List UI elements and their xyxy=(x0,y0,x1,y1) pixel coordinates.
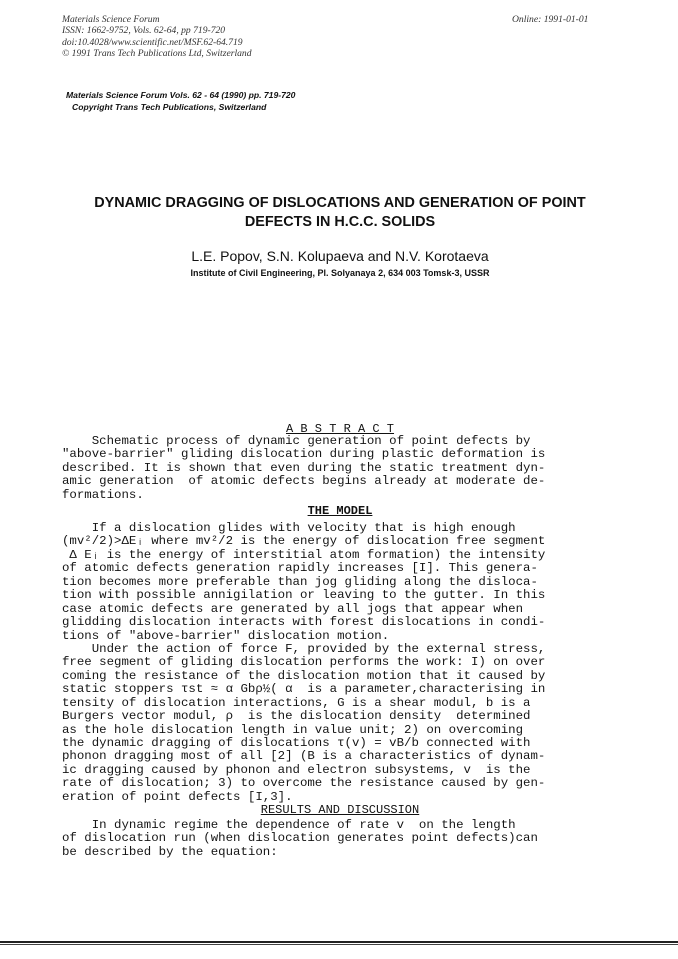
author-affiliation: Institute of Civil Engineering, Pl. Solyanaya 2, 634 003 Tomsk-3, USSR xyxy=(190,268,490,278)
title-line-1: DYNAMIC DRAGGING OF DISLOCATIONS AND GENERATION OF POINT xyxy=(94,195,586,211)
model-line: If a dislocation glides with velocity that is high enough xyxy=(62,521,516,535)
model-line: Δ Eᵢ is the energy of interstitial atom formation) the intensity xyxy=(62,547,546,562)
model-line: of atomic defects generation rapidly increases [I]. This genera- xyxy=(62,561,538,576)
results-heading: RESULTS AND DISCUSSION xyxy=(260,803,420,817)
abstract-line: Schematic process of dynamic generation of point defects by xyxy=(62,434,531,448)
model-line: free segment of gliding dislocation performs the work: I) on over xyxy=(62,655,546,670)
results-line: be described by the equation: xyxy=(62,844,278,859)
model-line: Under the action of force F, provided by the external stress, xyxy=(62,641,546,656)
model-line: (mv²/2)>ΔEᵢ where mv²/2 is the energy of dislocation free segment xyxy=(62,534,546,549)
model-line: as the hole dislocation length in value unit; 2) on overcoming xyxy=(62,722,524,737)
model-line: the dynamic dragging of dislocations τ(v) = vB/b connected with xyxy=(62,736,531,750)
results-line: In dynamic regime the dependence of rate v on the length xyxy=(62,818,516,832)
model-line: tion with possible annigilation or leaving to the gutter. In this xyxy=(62,588,546,603)
model-line: tensity of dislocation interactions, G is a shear modul, b is a xyxy=(62,695,531,710)
model-line: Burgers vector modul, ρ is the dislocation density determined xyxy=(62,709,531,724)
paper-title xyxy=(30,194,650,231)
abstract-line: "above-barrier" gliding dislocation during plastic deformation is xyxy=(62,447,546,462)
model-line: eration of point defects [I,3]. xyxy=(62,789,293,804)
model-line: tions of "above-barrier" dislocation motion. xyxy=(62,628,390,643)
model-heading: THE MODEL xyxy=(307,504,373,518)
model-line: tion becomes more preferable than jog gliding along the disloca- xyxy=(62,574,538,589)
abstract-text xyxy=(62,435,622,502)
model-line: coming the resistance of the dislocation motion that it caused by xyxy=(62,668,546,683)
online-date: Online: 1991-01-01 xyxy=(512,14,589,25)
abstract-line: amic generation of atomic defects begins already at moderate de- xyxy=(62,474,546,489)
model-line: ic dragging caused by phonon and electron subsystems, v is the xyxy=(62,762,531,777)
model-text xyxy=(62,522,622,804)
results-line: of dislocation run (when dislocation generates point defects)can xyxy=(62,831,538,846)
metadata-journal: Materials Science Forum xyxy=(62,14,160,25)
title-line-2: DEFECTS IN H.C.C. SOLIDS xyxy=(244,213,436,230)
author-list: L.E. Popov, S.N. Kolupaeva and N.V. Korotaeva xyxy=(191,248,489,264)
journal-volume-line: Materials Science Forum Vols. 62 - 64 (1990) pp. 719-720 xyxy=(66,90,296,100)
model-line: static stoppers τst ≈ α Gbρ½( α is a parameter,characterising in xyxy=(62,682,546,697)
results-text xyxy=(62,819,622,859)
journal-reference xyxy=(66,90,295,113)
model-line: phonon dragging most of all [2] (B is a characteristics of dynam- xyxy=(62,749,546,764)
model-line: rate of dislocation; 3) to overcome the resistance caused by gen- xyxy=(62,776,546,791)
journal-copyright-line: Copyright Trans Tech Publications, Switzerland xyxy=(72,101,267,112)
abstract-heading: A B S T R A C T xyxy=(285,422,395,436)
metadata-issn: ISSN: 1662-9752, Vols. 62-64, pp 719-720 xyxy=(62,25,226,37)
page-bottom-rule-secondary xyxy=(0,944,678,945)
model-line: glidding dislocation interacts with forest dislocations in condi- xyxy=(62,615,546,630)
publication-metadata xyxy=(62,14,252,60)
abstract-line: formations. xyxy=(62,487,144,502)
model-line: case atomic defects are generated by all jogs that appear when xyxy=(62,601,524,616)
metadata-copyright: © 1991 Trans Tech Publications Ltd, Switzerland xyxy=(62,48,252,60)
metadata-doi[interactable]: doi:10.4028/www.scientific.net/MSF.62-64.719 xyxy=(62,36,243,48)
page-bottom-rule xyxy=(0,941,678,943)
abstract-line: described. It is shown that even during the static treatment dyn- xyxy=(62,460,546,475)
